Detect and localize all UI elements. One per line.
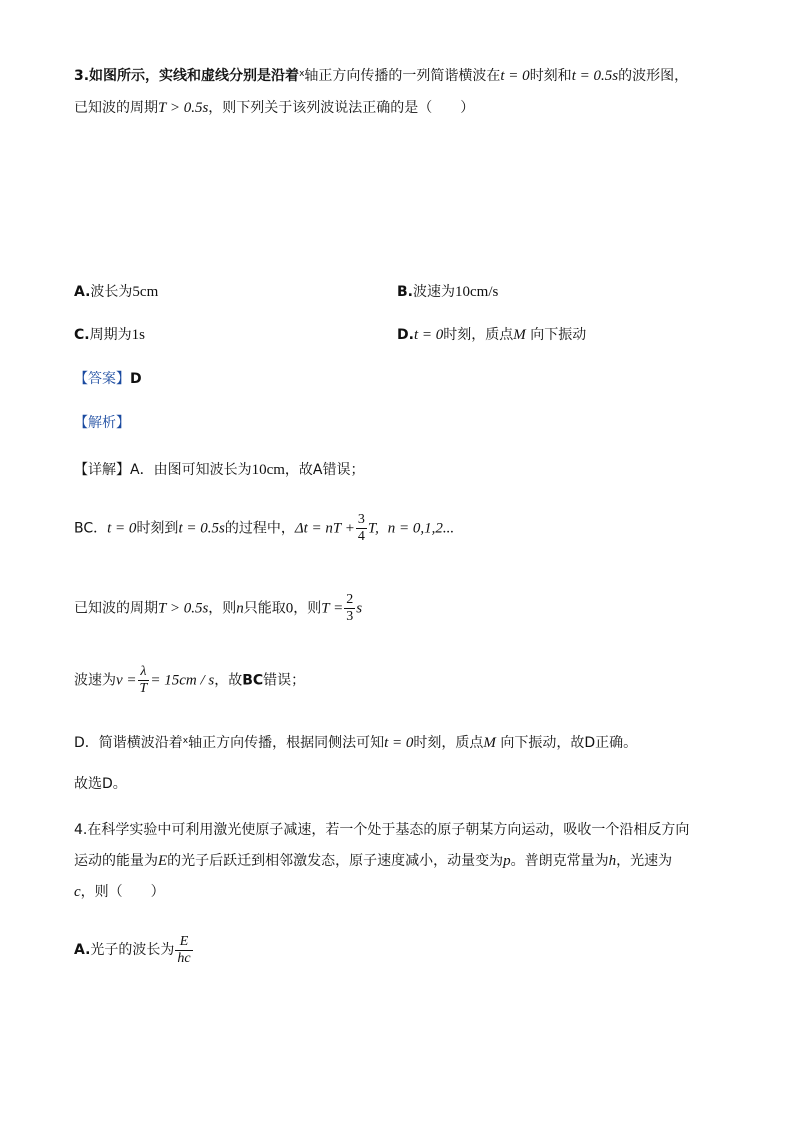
speed-suffix-a: ，故 bbox=[214, 672, 243, 689]
period-condition: T > 0.5s bbox=[158, 100, 209, 116]
q4-line3 bbox=[74, 882, 165, 902]
period-cond: T > 0.5s bbox=[158, 600, 209, 617]
choose-line: 故选D。 bbox=[74, 776, 127, 792]
speed-prefix: 波速为 bbox=[74, 672, 116, 689]
option-c-text: 周期为 bbox=[89, 327, 132, 343]
detail-text2: ，故A错误； bbox=[284, 462, 365, 478]
q4-option-a bbox=[74, 932, 194, 968]
bc-prefix: BC． bbox=[74, 520, 108, 537]
option-d-label: D. bbox=[397, 327, 414, 343]
period-prefix: 已知波的周期 bbox=[74, 600, 158, 617]
q4-p: p bbox=[503, 853, 511, 869]
answer-value: D bbox=[130, 371, 142, 387]
fraction-2-3 bbox=[344, 592, 355, 625]
q3-stem-line2 bbox=[74, 98, 474, 118]
bc-mid1: 时刻到 bbox=[136, 520, 179, 537]
x-symbol: x bbox=[299, 69, 305, 79]
q3-stem2-suffix: ，则下列关于该列波说法正确的是（ ） bbox=[208, 100, 475, 116]
bc-eq-left: Δt = nT + bbox=[294, 520, 355, 537]
q3-stem-mid2: 时刻和 bbox=[529, 68, 572, 84]
option-c-label: C. bbox=[74, 327, 90, 343]
q4-l3-suffix: ，则（ ） bbox=[80, 884, 165, 900]
d-M: M bbox=[483, 735, 496, 751]
d-line bbox=[74, 731, 637, 753]
option-c bbox=[74, 325, 145, 345]
speed-line bbox=[74, 664, 305, 697]
q4-text1: 4.在科学实验中可利用激光使原子减速，若一个处于基态的原子朝某方向运动，吸收一个沿相反方向 bbox=[74, 822, 690, 838]
frac-num: 2 bbox=[346, 592, 354, 607]
option-d-text1: 时刻，质点 bbox=[443, 327, 514, 343]
q4-h: h bbox=[608, 853, 617, 869]
frac-den: 4 bbox=[357, 529, 365, 544]
answer-line bbox=[74, 369, 142, 389]
period-mid2: 只能取 bbox=[243, 600, 286, 617]
option-a bbox=[74, 282, 158, 302]
d-suffix: 向下振动，故D正确。 bbox=[500, 735, 638, 751]
detail-value: 10cm bbox=[251, 462, 285, 478]
t05-math: t = 0.5s bbox=[571, 68, 619, 84]
bc-t05: t = 0.5s bbox=[178, 520, 225, 537]
speed-result: = 15cm / s bbox=[150, 672, 215, 689]
frac-num: 3 bbox=[357, 512, 365, 527]
option-b-text: 波速为 bbox=[413, 284, 455, 300]
bc-line bbox=[74, 512, 454, 545]
option-a-text: 波长为 bbox=[90, 284, 133, 300]
speed-v-eq: v = bbox=[116, 672, 137, 689]
frac-den: T bbox=[139, 681, 148, 696]
q4-line1 bbox=[74, 820, 689, 840]
fraction-lambda-T bbox=[138, 664, 150, 697]
q4-option-a-label: A. bbox=[74, 942, 91, 958]
speed-bc: BC bbox=[242, 672, 264, 689]
q3-stem-line1 bbox=[74, 64, 688, 86]
option-c-value: 1s bbox=[131, 327, 145, 343]
period-mid: ，则 bbox=[208, 600, 237, 617]
option-d-text2: 向下振动 bbox=[530, 327, 587, 343]
detail-tag: 【详解】 bbox=[74, 462, 130, 478]
period-line bbox=[74, 592, 362, 625]
q4-E: E bbox=[158, 853, 168, 869]
q4-option-a-text: 光子的波长为 bbox=[90, 942, 175, 958]
fraction-E-hc bbox=[175, 934, 192, 967]
option-b bbox=[397, 282, 498, 302]
frac-den: 3 bbox=[346, 609, 354, 624]
option-b-value: 10cm/s bbox=[455, 284, 499, 300]
q3-stem-suffix: 的波形图， bbox=[618, 68, 689, 84]
q4-l2-mid: 的光子后跃迁到相邻激发态，原子速度减小，动量变为 bbox=[167, 853, 504, 869]
t0-math: t = 0 bbox=[500, 68, 530, 84]
option-a-value: 5cm bbox=[132, 284, 159, 300]
option-a-label: A. bbox=[74, 284, 91, 300]
fraction-3-4 bbox=[356, 512, 367, 545]
bc-mid2: 的过程中， bbox=[224, 520, 295, 537]
option-d-t: t = 0 bbox=[413, 327, 444, 343]
period-n: n bbox=[236, 600, 244, 617]
detail-text1: A．由图可知波长为 bbox=[130, 462, 252, 478]
q4-line2 bbox=[74, 851, 672, 871]
bc-t0: t = 0 bbox=[107, 520, 137, 537]
bc-eq-T: T, bbox=[367, 520, 379, 537]
x-symbol: x bbox=[182, 736, 189, 746]
q3-stem2-prefix: 已知波的周期 bbox=[74, 100, 158, 116]
speed-suffix-b: 错误； bbox=[263, 672, 306, 689]
d-mid2: 时刻，质点 bbox=[413, 735, 484, 751]
option-b-label: B. bbox=[397, 284, 413, 300]
frac-num: λ bbox=[138, 664, 150, 681]
frac-num: E bbox=[175, 934, 192, 951]
detail-line bbox=[74, 460, 364, 480]
q3-stem-mid: 轴正方向传播的一列简谐横波在 bbox=[304, 68, 501, 84]
period-unit: s bbox=[356, 600, 363, 617]
answer-tag: 【答案】 bbox=[74, 371, 130, 387]
period-zero: 0 bbox=[285, 600, 294, 617]
option-d bbox=[397, 325, 586, 345]
q3-stem-prefix: 3.如图所示，实线和虚线分别是沿着 bbox=[74, 68, 300, 84]
q4-l2-suffix: ，光速为 bbox=[616, 853, 673, 869]
q4-l2-prefix: 运动的能量为 bbox=[74, 853, 158, 869]
d-mid: 轴正方向传播，根据同侧法可知 bbox=[188, 735, 385, 751]
option-d-M: M bbox=[513, 327, 526, 343]
period-mid3: ，则 bbox=[293, 600, 322, 617]
d-t0: t = 0 bbox=[384, 735, 414, 751]
q4-c: c bbox=[74, 884, 81, 900]
frac-den: hc bbox=[177, 950, 191, 966]
period-T-eq: T = bbox=[321, 600, 344, 617]
analysis-tag: 【解析】 bbox=[74, 415, 130, 431]
d-prefix: D．简谐横波沿着 bbox=[74, 735, 183, 751]
q4-l2-mid2: 。普朗克常量为 bbox=[510, 853, 609, 869]
bc-n-eq: n = 0,1,2... bbox=[387, 520, 455, 537]
